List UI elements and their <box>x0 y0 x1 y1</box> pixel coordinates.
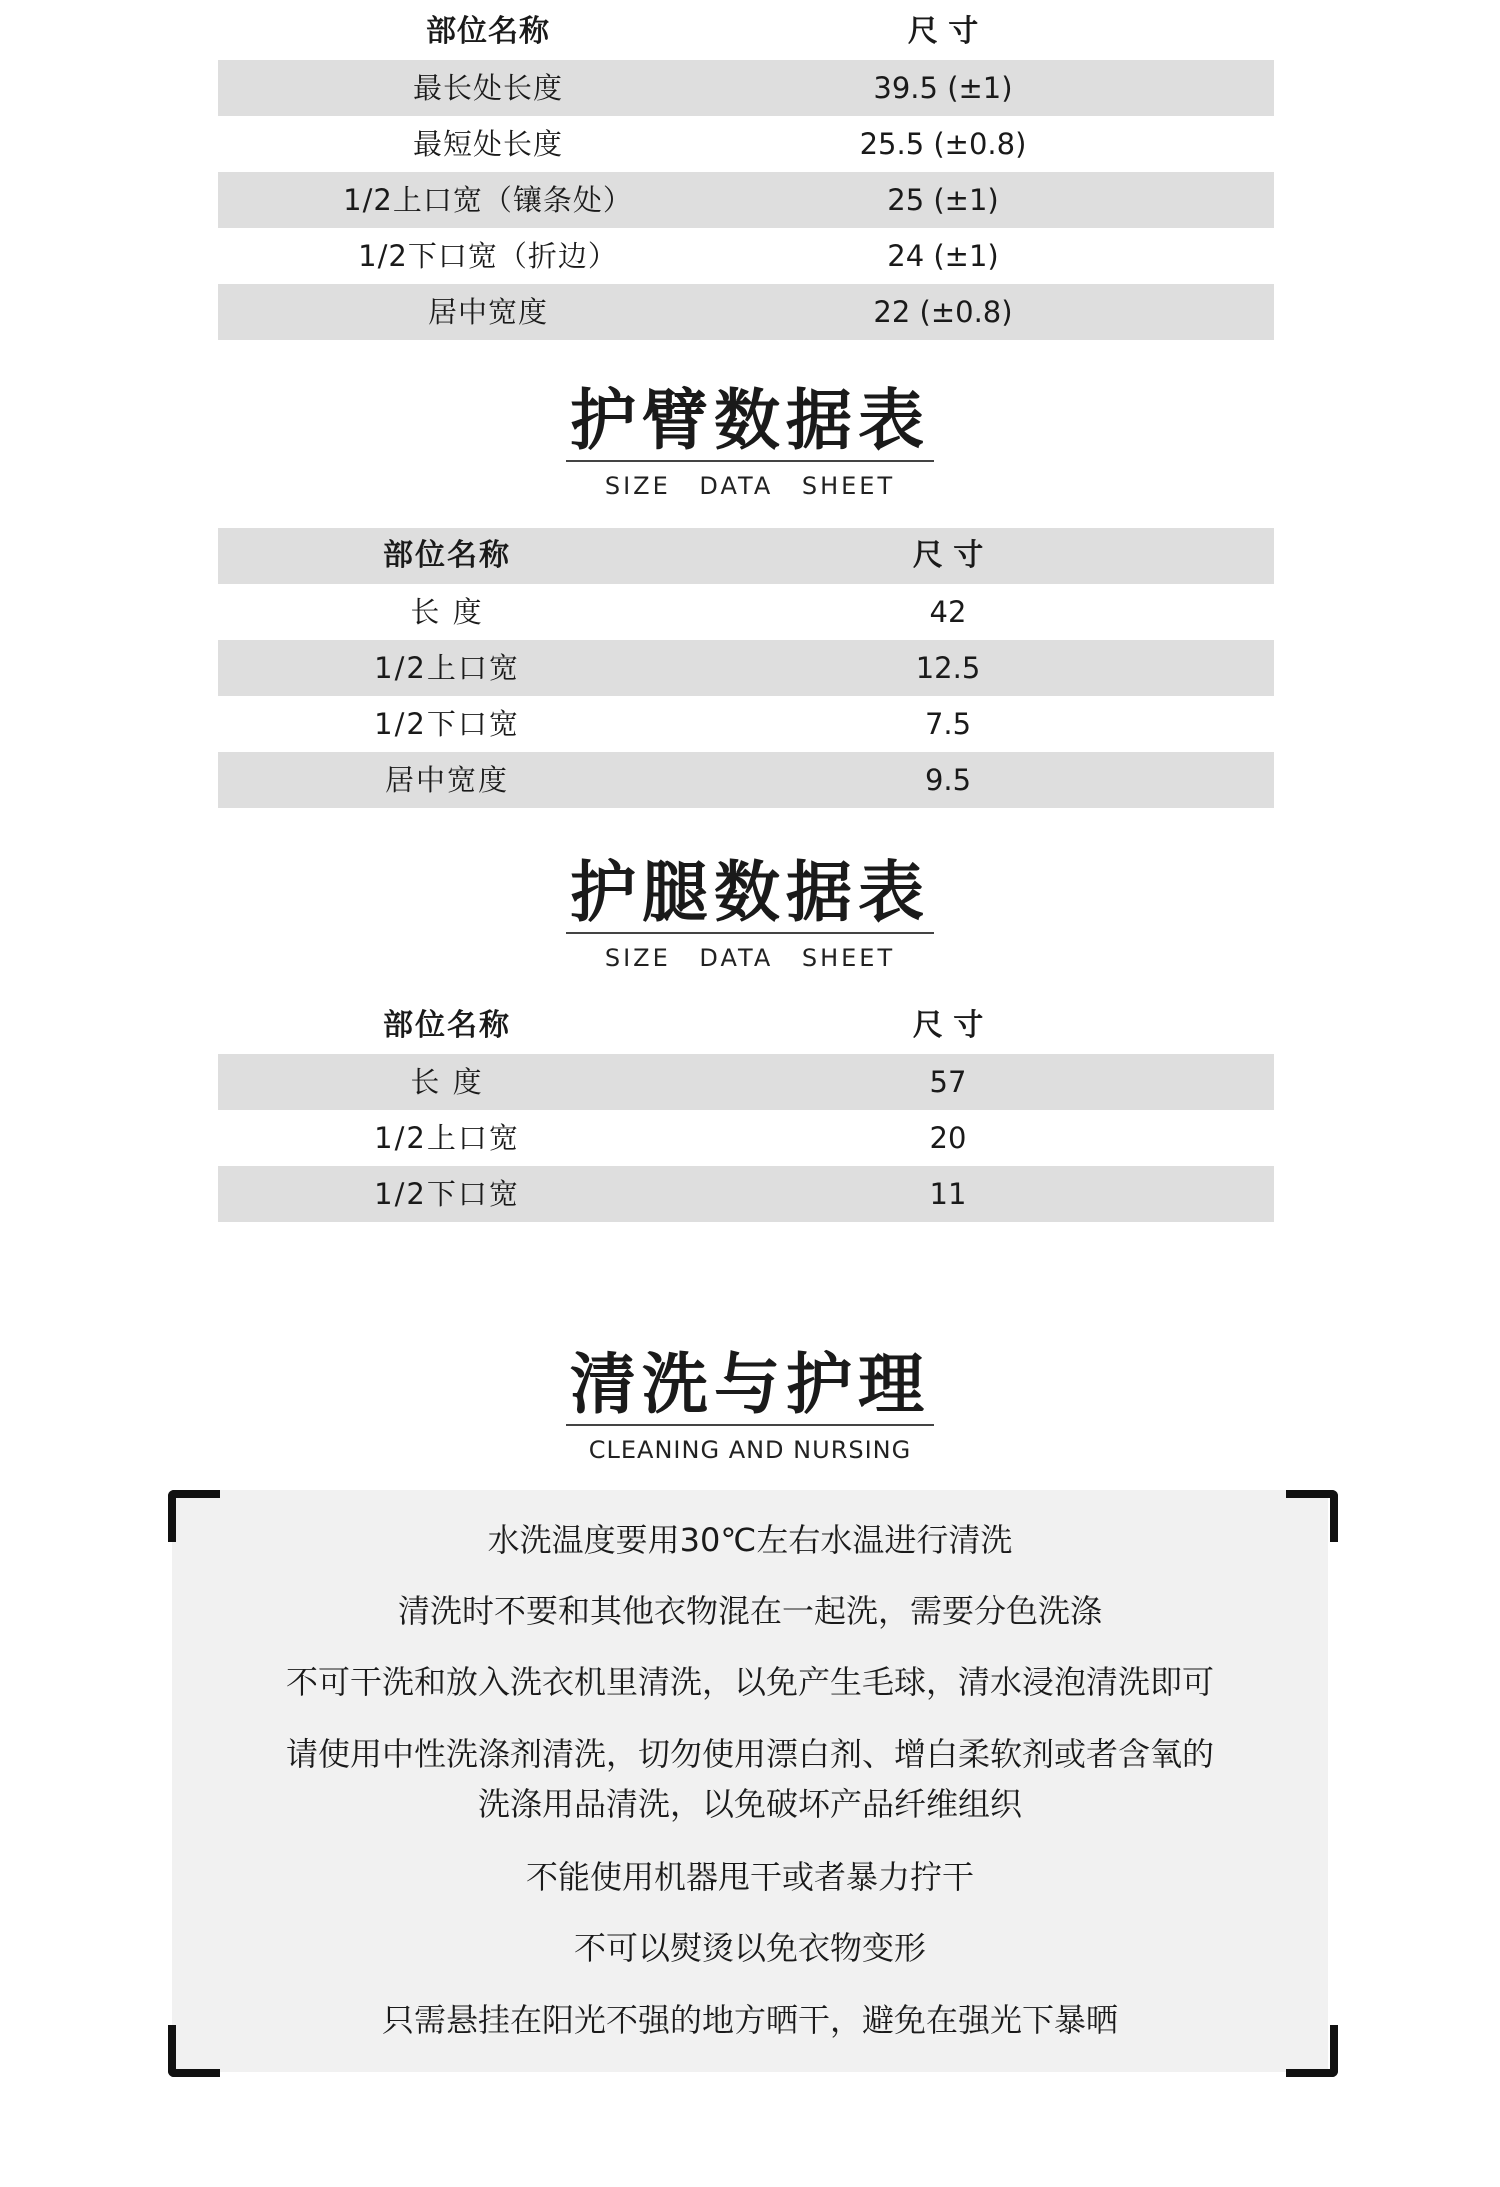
care-instruction: 不可干洗和放入洗衣机里清洗，以免产生毛球，清水浸泡清洗即可 <box>285 1663 1214 1701</box>
arm-title: 护臂数据表 <box>566 388 934 462</box>
table-header-row <box>218 998 1274 1054</box>
arm-subtitle: SIZE DATA SHEET <box>604 472 896 500</box>
care-title: 清洗与护理 <box>566 1352 934 1426</box>
table-row <box>218 752 1274 808</box>
cell-part-name: 1/2下口宽 <box>374 1177 520 1211</box>
care-instruction: 清洗时不要和其他衣物混在一起洗，需要分色洗涤 <box>397 1592 1102 1630</box>
cell-size: 9.5 <box>924 763 972 797</box>
cell-part-name: 1/2上口宽 <box>374 651 520 685</box>
size-table-leg <box>218 998 1274 1222</box>
header-size: 尺 寸 <box>912 1008 984 1043</box>
cell-part-name: 长 度 <box>410 1065 484 1099</box>
cell-part-name: 1/2上口宽（镶条处） <box>343 183 633 217</box>
table-row <box>218 60 1274 116</box>
table-row <box>218 284 1274 340</box>
cell-size: 57 <box>929 1065 967 1099</box>
table-header-row <box>218 4 1274 60</box>
table-row <box>218 1110 1274 1166</box>
cell-size: 39.5 (±1) <box>873 71 1013 105</box>
cell-size: 12.5 <box>915 651 981 685</box>
cell-size: 22 (±0.8) <box>873 295 1013 329</box>
care-instruction: 请使用中性洗涤剂清洗，切勿使用漂白剂、增白柔软剂或者含氧的 <box>285 1735 1214 1773</box>
header-part-name: 部位名称 <box>426 14 550 49</box>
size-table-arm <box>218 528 1274 808</box>
leg-title: 护腿数据表 <box>566 860 934 934</box>
care-instruction: 只需悬挂在阳光不强的地方晒干，避免在强光下暴晒 <box>381 2001 1118 2039</box>
cell-size: 42 <box>929 595 967 629</box>
arm-section-title <box>0 382 1500 500</box>
table-row <box>218 640 1274 696</box>
size-table-main <box>218 4 1274 340</box>
cell-part-name: 长 度 <box>410 595 484 629</box>
cell-size: 20 <box>929 1121 967 1155</box>
care-instruction: 不能使用机器甩干或者暴力拧干 <box>525 1858 974 1896</box>
table-row <box>218 584 1274 640</box>
table-row <box>218 1054 1274 1110</box>
cell-part-name: 最短处长度 <box>412 127 563 161</box>
cell-size: 25.5 (±0.8) <box>859 127 1027 161</box>
care-instruction: 水洗温度要用30℃左右水温进行清洗 <box>487 1521 1013 1559</box>
table-row <box>218 172 1274 228</box>
leg-subtitle: SIZE DATA SHEET <box>604 944 896 972</box>
header-part-name: 部位名称 <box>383 538 511 573</box>
header-size: 尺 寸 <box>912 538 984 573</box>
cell-part-name: 1/2上口宽 <box>374 1121 520 1155</box>
care-section-title <box>0 1346 1500 1464</box>
table-row <box>218 116 1274 172</box>
cell-size: 7.5 <box>924 707 972 741</box>
care-instruction: 不可以熨烫以免衣物变形 <box>573 1929 926 1967</box>
cell-size: 25 (±1) <box>887 183 999 217</box>
cell-size: 24 (±1) <box>887 239 999 273</box>
table-header-row <box>218 528 1274 584</box>
cell-part-name: 居中宽度 <box>427 295 548 329</box>
cell-part-name: 居中宽度 <box>384 763 509 797</box>
table-row <box>218 696 1274 752</box>
header-part-name: 部位名称 <box>383 1008 511 1043</box>
cell-part-name: 最长处长度 <box>412 71 563 105</box>
leg-section-title <box>0 854 1500 972</box>
care-subtitle: CLEANING AND NURSING <box>588 1436 912 1464</box>
cell-part-name: 1/2下口宽 <box>374 707 520 741</box>
cell-part-name: 1/2下口宽（折边） <box>358 239 618 273</box>
table-row <box>218 1166 1274 1222</box>
cell-size: 11 <box>929 1177 967 1211</box>
header-size: 尺 寸 <box>907 14 979 49</box>
care-instruction: 洗涤用品清洗，以免破坏产品纤维组织 <box>477 1785 1022 1823</box>
table-row <box>218 228 1274 284</box>
